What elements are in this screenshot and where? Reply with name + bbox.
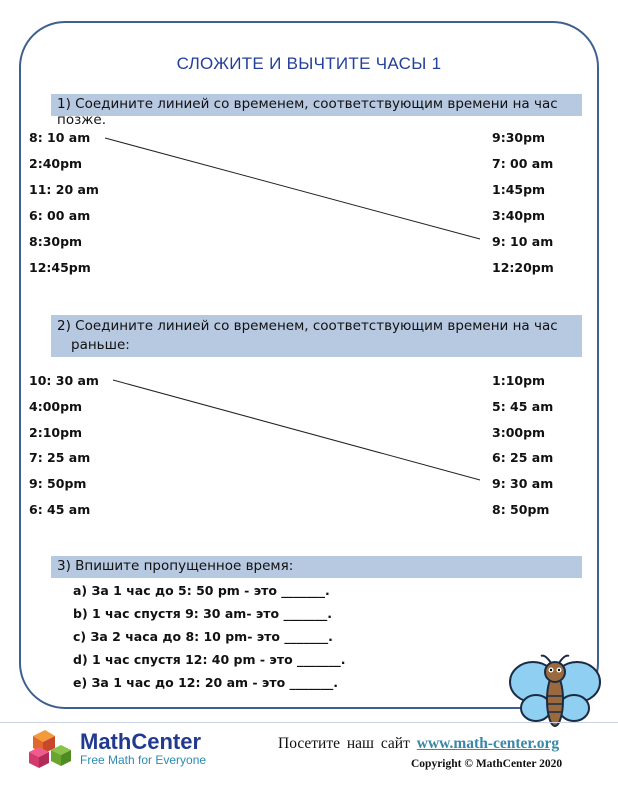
task-b: b) 1 час спустя 9: 30 am- это _______. [73,606,332,621]
s2-right-2: 3:00pm [492,425,546,440]
s2-left-3: 7: 25 am [29,450,91,465]
page-title: СЛОЖИТЕ И ВЫЧТИТЕ ЧАСЫ 1 [176,54,442,73]
s2-right-4: 9: 30 am [492,476,554,491]
footer-divider [0,722,618,723]
task-c: c) За 2 часа до 8: 10 pm- это _______. [73,629,333,644]
task-e: e) За 1 час до 12: 20 am - это _______. [73,675,339,690]
brand-tagline: Free Math for Everyone [80,753,207,767]
site-link[interactable]: www.math-center.org [416,735,560,752]
s1-left-5: 12:45pm [29,260,91,275]
copyright: Copyright © MathCenter 2020 [411,758,563,770]
s1-left-4: 8:30pm [29,234,83,249]
s1-right-2: 1:45pm [492,182,546,197]
task-a: a) За 1 час до 5: 50 pm - это _______. [73,583,330,598]
s1-right-1: 7: 00 am [492,156,554,171]
s2-left-0: 10: 30 am [29,373,99,388]
s2-right-0: 1:10pm [492,373,546,388]
task-d: d) 1 час спустя 12: 40 pm - это _______. [73,652,346,667]
visit-text: Посетите наш сайт [278,735,410,752]
instruction-3: 3) Впишите пропущенное время: [51,556,582,578]
s1-right-5: 12:20pm [492,260,554,275]
s1-left-1: 2:40pm [29,156,83,171]
s1-right-4: 9: 10 am [492,234,554,249]
s1-left-0: 8: 10 am [29,130,91,145]
s1-right-3: 3:40pm [492,208,546,223]
s2-left-2: 2:10pm [29,425,83,440]
example-line-1 [105,138,480,239]
s2-right-1: 5: 45 am [492,399,554,414]
s2-right-3: 6: 25 am [492,450,554,465]
s1-right-0: 9:30pm [492,130,546,145]
s2-left-4: 9: 50pm [29,476,87,491]
instruction-1: 1) Соедините линией со временем, соответствующим времени на час позже. [51,94,582,116]
s2-left-5: 6: 45 am [29,502,91,517]
s1-left-3: 6: 00 am [29,208,91,223]
example-line-2 [113,380,480,480]
s2-left-1: 4:00pm [29,399,83,414]
instruction-2-line2: раньше: [71,337,130,353]
instruction-2-line1: 2) Соедините линией со временем, соответствующим времени на час [57,318,558,334]
mathcenter-logo-icon [25,726,73,772]
butterfly-icon [505,652,605,732]
visit-line [278,735,559,753]
s1-left-2: 11: 20 am [29,182,99,197]
brand-name: MathCenter [80,729,202,754]
s2-right-5: 8: 50pm [492,502,550,517]
